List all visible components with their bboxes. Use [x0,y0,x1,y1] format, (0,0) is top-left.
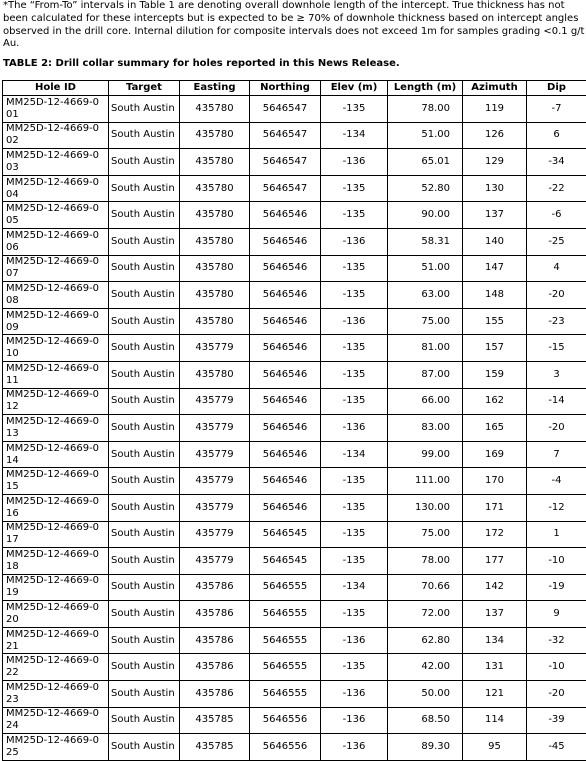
cell-length: 75.00 [388,521,463,548]
cell-easting: 435779 [180,548,250,575]
cell-length: 111.00 [388,468,463,495]
cell-elevation: -135 [321,361,388,388]
cell-easting: 435780 [180,122,250,149]
cell-target: South Austin [109,149,180,176]
cell-azimuth: 131 [463,654,527,681]
cell-northing: 5646555 [250,601,321,628]
cell-easting: 435786 [180,574,250,601]
cell-easting: 435780 [180,149,250,176]
drill-collar-table [2,80,586,761]
table-row [3,415,586,442]
cell-easting: 435786 [180,681,250,708]
cell-elevation: -135 [321,388,388,415]
cell-target: South Austin [109,681,180,708]
table-row [3,574,586,601]
table-row [3,494,586,521]
cell-elevation: -134 [321,122,388,149]
cell-northing: 5646546 [250,282,321,309]
cell-dip: -20 [527,282,586,309]
cell-northing: 5646546 [250,441,321,468]
cell-elevation: -135 [321,175,388,202]
cell-length: 52.80 [388,175,463,202]
cell-dip: -39 [527,707,586,734]
cell-dip: 1 [527,521,586,548]
cell-hole-id: MM25D-12-4669-003 [3,149,109,176]
cell-target: South Austin [109,282,180,309]
cell-length: 63.00 [388,282,463,309]
table-row [3,308,586,335]
cell-target: South Austin [109,494,180,521]
cell-length: 51.00 [388,255,463,282]
cell-hole-id: MM25D-12-4669-007 [3,255,109,282]
cell-azimuth: 172 [463,521,527,548]
table-row [3,654,586,681]
table-row [3,734,586,761]
cell-hole-id: MM25D-12-4669-019 [3,574,109,601]
cell-hole-id: MM25D-12-4669-004 [3,175,109,202]
cell-dip: -7 [527,96,586,123]
cell-length: 99.00 [388,441,463,468]
cell-easting: 435785 [180,707,250,734]
table-row [3,122,586,149]
footnote-text: *The “From-To” intervals in Table 1 are denoting overall downhole length of the intercept. True thickness has not been calculated for these intercepts but is expected to be ≥ 70% of downhole thickness based on intercept angles observed in the drill core. Internal dilution for composite intervals does not exceed 1m for samples grading <0.1 g/t Au. [3,0,585,50]
cell-length: 90.00 [388,202,463,229]
cell-target: South Austin [109,96,180,123]
cell-hole-id: MM25D-12-4669-017 [3,521,109,548]
cell-azimuth: 148 [463,282,527,309]
cell-easting: 435785 [180,734,250,761]
cell-target: South Austin [109,441,180,468]
header-dip: Dip [527,81,586,96]
cell-northing: 5646546 [250,494,321,521]
cell-azimuth: 157 [463,335,527,362]
cell-hole-id: MM25D-12-4669-013 [3,415,109,442]
cell-hole-id: MM25D-12-4669-008 [3,282,109,309]
cell-azimuth: 162 [463,388,527,415]
table-row [3,468,586,495]
cell-dip: -34 [527,149,586,176]
cell-target: South Austin [109,202,180,229]
cell-northing: 5646546 [250,361,321,388]
cell-elevation: -135 [321,96,388,123]
cell-azimuth: 134 [463,627,527,654]
cell-easting: 435786 [180,601,250,628]
cell-northing: 5646546 [250,255,321,282]
header-easting: Easting [180,81,250,96]
cell-dip: -15 [527,335,586,362]
cell-easting: 435779 [180,441,250,468]
cell-easting: 435779 [180,415,250,442]
table-row [3,228,586,255]
cell-azimuth: 170 [463,468,527,495]
cell-dip: 7 [527,441,586,468]
cell-easting: 435780 [180,308,250,335]
cell-length: 130.00 [388,494,463,521]
header-hole-id: Hole ID [3,81,109,96]
table-row [3,96,586,123]
cell-hole-id: MM25D-12-4669-020 [3,601,109,628]
cell-easting: 435780 [180,361,250,388]
cell-elevation: -134 [321,574,388,601]
cell-northing: 5646547 [250,149,321,176]
cell-target: South Austin [109,468,180,495]
table-row [3,361,586,388]
cell-hole-id: MM25D-12-4669-001 [3,96,109,123]
cell-target: South Austin [109,521,180,548]
cell-dip: 3 [527,361,586,388]
cell-hole-id: MM25D-12-4669-002 [3,122,109,149]
cell-azimuth: 155 [463,308,527,335]
cell-target: South Austin [109,228,180,255]
cell-length: 89.30 [388,734,463,761]
cell-dip: 9 [527,601,586,628]
cell-dip: -6 [527,202,586,229]
cell-azimuth: 147 [463,255,527,282]
cell-hole-id: MM25D-12-4669-009 [3,308,109,335]
table-row [3,149,586,176]
table-row [3,282,586,309]
cell-length: 87.00 [388,361,463,388]
table-row [3,255,586,282]
cell-elevation: -135 [321,335,388,362]
table-row [3,681,586,708]
cell-easting: 435786 [180,627,250,654]
cell-dip: -4 [527,468,586,495]
cell-elevation: -136 [321,308,388,335]
cell-azimuth: 126 [463,122,527,149]
table-row [3,601,586,628]
table-row [3,388,586,415]
cell-northing: 5646555 [250,681,321,708]
cell-northing: 5646547 [250,122,321,149]
cell-dip: -12 [527,494,586,521]
cell-hole-id: MM25D-12-4669-012 [3,388,109,415]
cell-azimuth: 119 [463,96,527,123]
cell-length: 78.00 [388,548,463,575]
cell-length: 50.00 [388,681,463,708]
table-row [3,521,586,548]
cell-elevation: -136 [321,149,388,176]
cell-easting: 435780 [180,282,250,309]
cell-azimuth: 114 [463,707,527,734]
cell-azimuth: 137 [463,601,527,628]
cell-dip: -10 [527,654,586,681]
table-row [3,707,586,734]
cell-target: South Austin [109,574,180,601]
cell-elevation: -135 [321,494,388,521]
cell-hole-id: MM25D-12-4669-011 [3,361,109,388]
cell-hole-id: MM25D-12-4669-016 [3,494,109,521]
cell-azimuth: 171 [463,494,527,521]
cell-length: 78.00 [388,96,463,123]
header-length: Length (m) [388,81,463,96]
cell-elevation: -135 [321,255,388,282]
cell-northing: 5646545 [250,548,321,575]
cell-dip: -45 [527,734,586,761]
table-row [3,548,586,575]
cell-dip: -19 [527,574,586,601]
cell-easting: 435780 [180,202,250,229]
table-row [3,627,586,654]
cell-hole-id: MM25D-12-4669-018 [3,548,109,575]
cell-hole-id: MM25D-12-4669-005 [3,202,109,229]
cell-dip: 4 [527,255,586,282]
cell-dip: -25 [527,228,586,255]
cell-dip: -10 [527,548,586,575]
cell-azimuth: 142 [463,574,527,601]
cell-length: 66.00 [388,388,463,415]
cell-northing: 5646556 [250,707,321,734]
cell-elevation: -136 [321,415,388,442]
cell-easting: 435779 [180,494,250,521]
cell-northing: 5646546 [250,468,321,495]
cell-northing: 5646546 [250,228,321,255]
cell-length: 81.00 [388,335,463,362]
header-elevation: Elev (m) [321,81,388,96]
cell-northing: 5646546 [250,415,321,442]
cell-length: 72.00 [388,601,463,628]
cell-target: South Austin [109,734,180,761]
cell-northing: 5646547 [250,96,321,123]
cell-azimuth: 130 [463,175,527,202]
cell-target: South Austin [109,361,180,388]
table-row [3,441,586,468]
cell-northing: 5646556 [250,734,321,761]
cell-target: South Austin [109,388,180,415]
cell-easting: 435780 [180,96,250,123]
cell-easting: 435786 [180,654,250,681]
cell-hole-id: MM25D-12-4669-015 [3,468,109,495]
cell-length: 83.00 [388,415,463,442]
cell-easting: 435779 [180,335,250,362]
cell-hole-id: MM25D-12-4669-010 [3,335,109,362]
table-row [3,335,586,362]
cell-azimuth: 95 [463,734,527,761]
header-azimuth: Azimuth [463,81,527,96]
cell-elevation: -136 [321,627,388,654]
cell-azimuth: 159 [463,361,527,388]
cell-northing: 5646545 [250,521,321,548]
cell-dip: -32 [527,627,586,654]
cell-length: 51.00 [388,122,463,149]
cell-easting: 435779 [180,468,250,495]
cell-northing: 5646547 [250,175,321,202]
cell-target: South Austin [109,122,180,149]
cell-length: 62.80 [388,627,463,654]
cell-easting: 435780 [180,228,250,255]
cell-target: South Austin [109,175,180,202]
table-header-row [3,81,586,96]
cell-length: 42.00 [388,654,463,681]
cell-length: 68.50 [388,707,463,734]
cell-easting: 435779 [180,388,250,415]
header-northing: Northing [250,81,321,96]
cell-northing: 5646546 [250,202,321,229]
cell-target: South Austin [109,415,180,442]
cell-azimuth: 169 [463,441,527,468]
cell-elevation: -136 [321,228,388,255]
cell-hole-id: MM25D-12-4669-022 [3,654,109,681]
cell-length: 58.31 [388,228,463,255]
cell-elevation: -135 [321,282,388,309]
cell-elevation: -136 [321,681,388,708]
cell-azimuth: 129 [463,149,527,176]
cell-elevation: -135 [321,654,388,681]
cell-northing: 5646555 [250,574,321,601]
cell-elevation: -135 [321,521,388,548]
cell-elevation: -136 [321,734,388,761]
cell-target: South Austin [109,707,180,734]
cell-target: South Austin [109,548,180,575]
cell-elevation: -135 [321,202,388,229]
cell-elevation: -135 [321,601,388,628]
table-caption: TABLE 2: Drill collar summary for holes reported in this News Release. [3,58,400,69]
cell-northing: 5646546 [250,335,321,362]
cell-northing: 5646546 [250,388,321,415]
cell-hole-id: MM25D-12-4669-014 [3,441,109,468]
header-target: Target [109,81,180,96]
cell-dip: -23 [527,308,586,335]
cell-elevation: -135 [321,548,388,575]
cell-hole-id: MM25D-12-4669-024 [3,707,109,734]
table-row [3,202,586,229]
cell-target: South Austin [109,335,180,362]
cell-dip: -20 [527,415,586,442]
cell-length: 65.01 [388,149,463,176]
cell-elevation: -136 [321,707,388,734]
cell-elevation: -134 [321,441,388,468]
cell-azimuth: 177 [463,548,527,575]
cell-length: 75.00 [388,308,463,335]
cell-hole-id: MM25D-12-4669-025 [3,734,109,761]
cell-northing: 5646555 [250,654,321,681]
cell-hole-id: MM25D-12-4669-006 [3,228,109,255]
cell-target: South Austin [109,601,180,628]
cell-azimuth: 140 [463,228,527,255]
cell-target: South Austin [109,308,180,335]
cell-elevation: -135 [321,468,388,495]
cell-azimuth: 121 [463,681,527,708]
table-row [3,175,586,202]
cell-northing: 5646546 [250,308,321,335]
cell-northing: 5646555 [250,627,321,654]
cell-hole-id: MM25D-12-4669-023 [3,681,109,708]
cell-dip: -20 [527,681,586,708]
cell-dip: -14 [527,388,586,415]
cell-easting: 435779 [180,521,250,548]
cell-dip: -22 [527,175,586,202]
cell-azimuth: 137 [463,202,527,229]
cell-azimuth: 165 [463,415,527,442]
cell-dip: 6 [527,122,586,149]
cell-easting: 435780 [180,175,250,202]
cell-target: South Austin [109,654,180,681]
cell-easting: 435780 [180,255,250,282]
table-body [3,96,586,761]
cell-target: South Austin [109,255,180,282]
cell-target: South Austin [109,627,180,654]
cell-length: 70.66 [388,574,463,601]
cell-hole-id: MM25D-12-4669-021 [3,627,109,654]
